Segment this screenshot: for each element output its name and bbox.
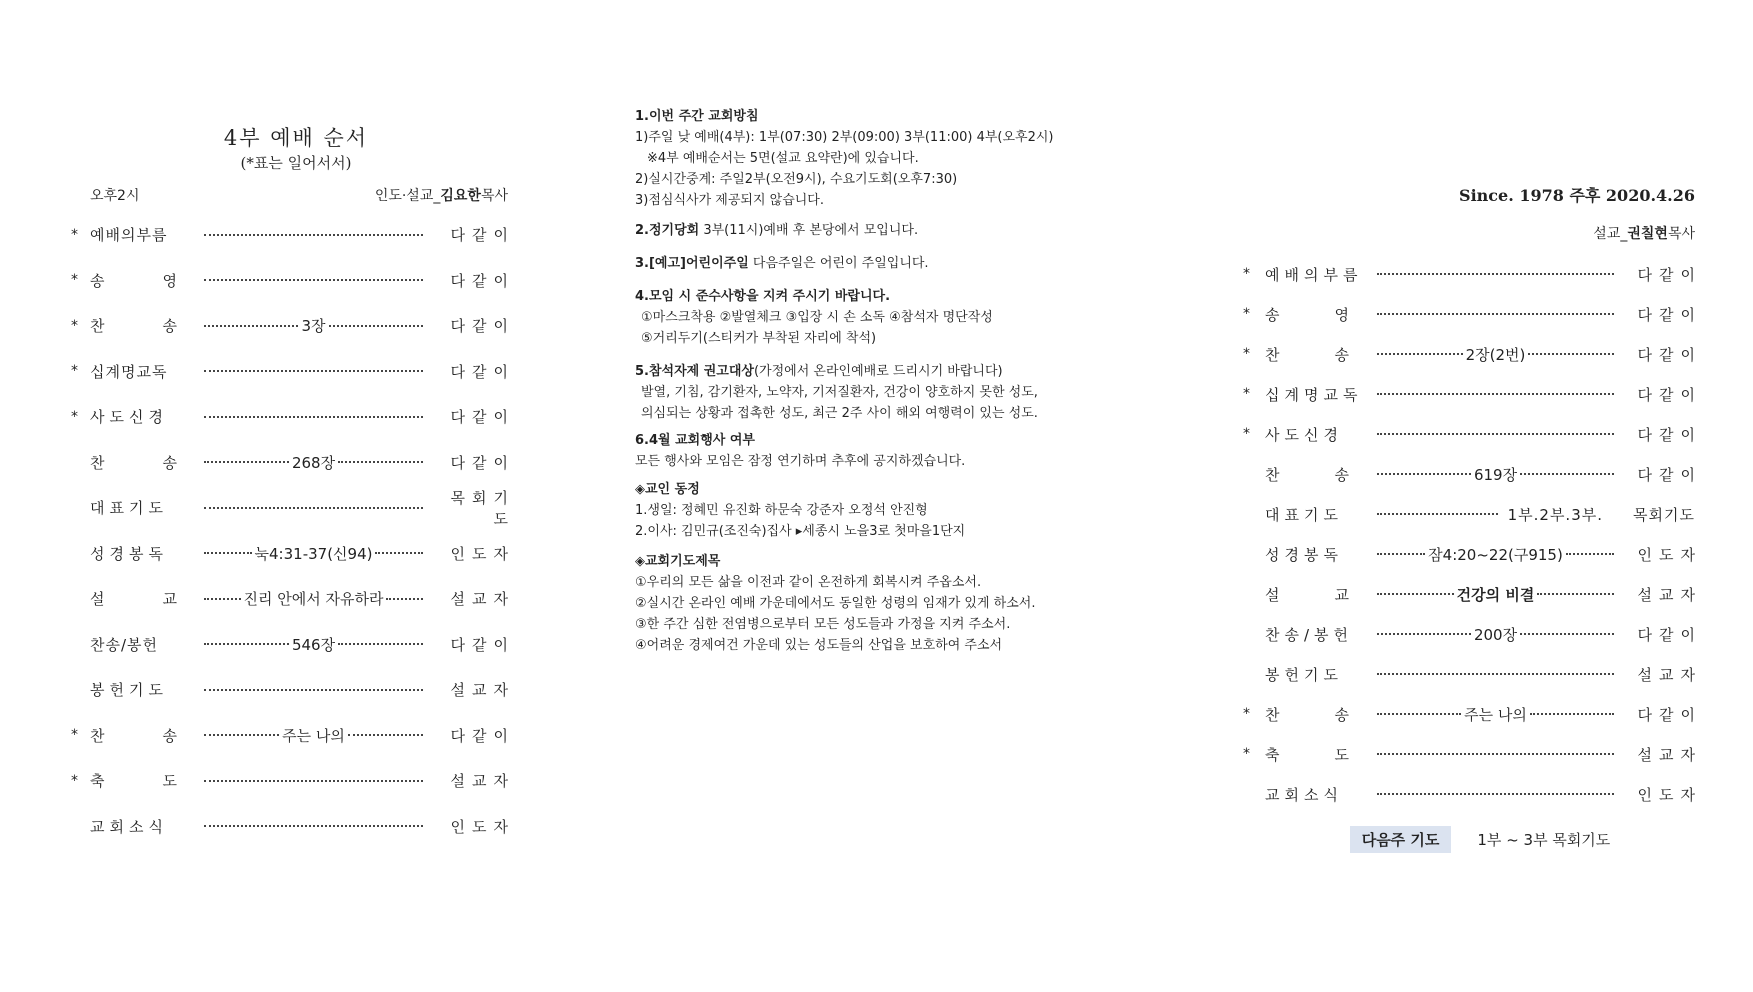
left-leader <box>375 185 508 205</box>
left-item-row <box>56 667 515 713</box>
item-responsible: 설교자 <box>1637 585 1702 604</box>
leader-dots <box>1377 584 1614 605</box>
leader-dots <box>1377 624 1614 645</box>
standing-marker: * <box>71 363 78 380</box>
item-responsible: 다같이 <box>1637 625 1702 644</box>
item-responsible: 다같이 <box>1637 345 1702 364</box>
news-section-rules <box>635 286 1135 349</box>
item-responsible: 다같이 <box>1637 425 1702 444</box>
standing-marker: * <box>71 727 78 744</box>
item-name: 설 교 <box>90 590 178 609</box>
next-week-label: 다음주 기도 <box>1350 826 1452 853</box>
item-name: 대표기도 <box>90 499 168 518</box>
left-item-row <box>56 349 515 395</box>
left-item-row <box>56 531 515 577</box>
news-policy-line: ※4부 예배순서는 5면(설교 요약란)에 있습니다. <box>647 151 919 166</box>
leader-dots <box>1377 673 1614 675</box>
leader-dots <box>204 315 423 336</box>
news-session-title: 2.정기당회 <box>635 223 700 238</box>
right-item-list <box>1235 254 1702 814</box>
item-detail: 주는 나의 <box>1464 705 1527 724</box>
item-responsible: 다같이 <box>450 726 515 745</box>
item-responsible: 다같이 <box>1637 385 1702 404</box>
left-leader-suffix: 목사 <box>480 188 508 204</box>
left-item-row <box>56 576 515 622</box>
item-name: 사도신경 <box>1265 425 1343 444</box>
item-name: 봉헌기도 <box>1265 665 1343 684</box>
news-section-children <box>635 253 1135 274</box>
item-detail: 진리 안에서 자유하라 <box>243 590 384 609</box>
leader-dots <box>1377 793 1614 795</box>
left-subtitle: (*표는 일어서서) <box>240 154 352 172</box>
item-responsible: 다같이 <box>1637 465 1702 484</box>
leader-dots <box>204 370 423 372</box>
item-detail: 546장 <box>291 635 336 654</box>
item-detail: 잠4:20~22(구915) <box>1428 545 1563 564</box>
item-detail: 268장 <box>291 453 336 472</box>
right-order-of-worship <box>1235 183 1702 853</box>
leader-dots <box>204 780 423 782</box>
right-preacher-name: 권칠현 <box>1627 226 1668 242</box>
right-preacher-suffix: 목사 <box>1667 226 1695 242</box>
leader-dots <box>1377 393 1614 395</box>
item-responsible: 인도자 <box>450 544 515 563</box>
item-name: 찬 송 <box>90 726 178 745</box>
news-restrict-text: (가정에서 온라인예배로 드리시기 바랍니다) <box>753 364 1003 379</box>
leader-dots <box>1377 313 1614 315</box>
item-name: 대표기도 <box>1265 505 1343 524</box>
leader-dots <box>204 634 423 655</box>
item-responsible: 인도자 <box>1637 545 1702 564</box>
leader-dots <box>1377 704 1614 725</box>
leader-dots <box>204 416 423 418</box>
news-section-policy <box>635 106 1135 211</box>
news-policy-line: 2)실시간중계: 주일2부(오전9시), 수요기도회(오후7:30) <box>635 172 958 187</box>
standing-marker: * <box>71 272 78 289</box>
leader-dots <box>1377 464 1614 485</box>
news-children-title: 3.[예고]어린이주일 <box>635 256 749 271</box>
news-section-prayer <box>635 551 1135 656</box>
item-name: 사도신경 <box>90 408 168 427</box>
item-responsible: 다같이 <box>450 408 515 427</box>
item-responsible: 인도자 <box>1637 785 1702 804</box>
leader-dots <box>204 452 423 473</box>
leader-dots <box>1377 344 1614 365</box>
left-order-of-worship <box>56 122 515 849</box>
item-detail: 건강의 비결 <box>1456 585 1535 604</box>
left-leader-name: 김요한 <box>440 188 481 204</box>
item-name: 찬 송 <box>90 453 178 472</box>
item-name: 축 도 <box>1265 745 1349 764</box>
right-item-row <box>1235 734 1702 774</box>
news-prayer-line: ③한 주간 심한 전염병으로부터 모든 성도들과 가정을 지켜 주소서. <box>635 617 1011 632</box>
left-item-row <box>56 303 515 349</box>
news-prayer-line: ④어려운 경제여건 가운데 있는 성도들의 산업을 보호하여 주소서 <box>635 638 1003 653</box>
left-item-row <box>56 485 515 531</box>
item-name: 교회소식 <box>90 817 168 836</box>
item-responsible: 다같이 <box>450 362 515 381</box>
item-responsible: 다같이 <box>1637 705 1702 724</box>
item-detail: 주는 나의 <box>282 726 345 745</box>
item-name: 찬송/봉헌 <box>1265 625 1354 644</box>
church-news <box>635 106 1135 668</box>
item-responsible: 목회기도 <box>1633 505 1695 524</box>
item-detail: 2장(2번) <box>1465 345 1526 364</box>
bulletin-date: Since. 1978 주후 2020.4.26 <box>1459 186 1695 205</box>
standing-marker: * <box>71 317 78 334</box>
standing-marker: * <box>71 772 78 789</box>
right-item-row <box>1235 414 1702 454</box>
left-item-row <box>56 258 515 304</box>
item-responsible: 다같이 <box>1637 305 1702 324</box>
leader-dots <box>204 543 423 564</box>
left-time: 오후2시 <box>90 188 140 204</box>
item-responsible: 설교자 <box>1637 745 1702 764</box>
right-item-row <box>1235 534 1702 574</box>
standing-marker: * <box>1243 706 1250 722</box>
news-rules-line: ⑤거리두기(스티커가 부착된 자리에 착석) <box>641 331 877 346</box>
left-leader-prefix: 인도·설교_ <box>374 188 441 204</box>
leader-dots <box>204 234 423 236</box>
right-item-row <box>1235 374 1702 414</box>
leader-dots <box>1377 544 1614 565</box>
item-responsible: 설교자 <box>450 590 515 609</box>
right-item-row <box>1235 774 1702 814</box>
news-session-text: 3부(11시)예배 후 본당에서 모입니다. <box>699 223 919 238</box>
item-responsible: 인도자 <box>450 817 515 836</box>
item-responsible: 다같이 <box>450 317 515 336</box>
left-title: 4부 예배 순서 <box>223 126 369 150</box>
item-name: 예배의부름 <box>1265 265 1363 284</box>
right-item-row <box>1235 334 1702 374</box>
item-name: 찬 송 <box>1265 705 1349 724</box>
news-section-members <box>635 479 1135 542</box>
item-detail: 619장 <box>1473 465 1518 484</box>
leader-dots <box>204 507 423 509</box>
standing-marker: * <box>1243 346 1250 362</box>
standing-marker: * <box>1243 306 1250 322</box>
item-detail: 200장 <box>1473 625 1518 644</box>
leader-dots <box>204 825 423 827</box>
item-responsible: 다같이 <box>450 635 515 654</box>
item-name: 축 도 <box>90 772 178 791</box>
leader-dots <box>1377 433 1614 435</box>
item-detail: 3장 <box>301 317 326 336</box>
item-responsible: 다같이 <box>450 271 515 290</box>
news-members-line: 1.생일: 정혜민 유진화 하문숙 강준자 오정석 안진형 <box>635 503 928 518</box>
item-name: 송 영 <box>1265 305 1349 324</box>
left-item-list <box>56 212 515 849</box>
standing-marker: * <box>1243 746 1250 762</box>
item-name: 교회소식 <box>1265 785 1343 804</box>
news-events-title: 6.4월 교회행사 여부 <box>635 433 755 448</box>
news-members-title: ◈교인 동정 <box>635 482 700 497</box>
standing-marker: * <box>1243 426 1250 442</box>
leader-dots <box>204 279 423 281</box>
news-section-session <box>635 220 1135 241</box>
standing-marker: * <box>1243 386 1250 402</box>
item-name: 십계명교독 <box>1265 385 1363 404</box>
leader-dots <box>204 588 423 609</box>
next-week-prayer <box>1235 826 1695 853</box>
right-item-row <box>1235 694 1702 734</box>
left-item-row <box>56 440 515 486</box>
leader-dots <box>1377 753 1614 755</box>
item-responsible: 설교자 <box>450 681 515 700</box>
news-restrict-title: 5.참석자제 권고대상 <box>635 364 754 379</box>
item-name: 송 영 <box>90 271 178 290</box>
right-preacher-prefix: 설교_ <box>1593 226 1628 242</box>
item-responsible: 다같이 <box>450 453 515 472</box>
right-item-row <box>1235 454 1702 494</box>
news-rules-title: 4.모임 시 준수사항을 지켜 주시기 바랍니다. <box>635 289 891 304</box>
item-responsible: 다같이 <box>1637 265 1702 284</box>
item-name: 찬 송 <box>90 317 178 336</box>
item-name: 찬 송 <box>1265 465 1349 484</box>
news-prayer-title: ◈교회기도제목 <box>635 554 721 569</box>
item-name: 십계명교독 <box>90 362 168 381</box>
right-item-row <box>1235 294 1702 334</box>
item-prefix: 1부.2부.3부. <box>1507 505 1603 524</box>
item-responsible: 목회기도 <box>450 488 515 528</box>
news-policy-line: 1)주일 낮 예배(4부): 1부(07:30) 2부(09:00) 3부(11:00) 4부(오후2시) <box>635 130 1054 145</box>
item-name: 성경봉독 <box>90 544 168 563</box>
news-policy-title: 1.이번 주간 교회방침 <box>635 109 759 124</box>
standing-marker: * <box>1243 266 1250 282</box>
news-section-restrict <box>635 361 1135 424</box>
left-item-row <box>56 394 515 440</box>
news-restrict-line: 의심되는 상황과 접촉한 성도, 최근 2주 사이 해외 여행력이 있는 성도. <box>641 406 1038 421</box>
right-item-row <box>1235 494 1695 534</box>
news-prayer-line: ①우리의 모든 삶을 이전과 같이 온전하게 회복시켜 주옵소서. <box>635 575 982 590</box>
right-item-row <box>1235 574 1702 614</box>
item-name: 봉헌기도 <box>90 681 168 700</box>
item-name: 찬 송 <box>1265 345 1349 364</box>
left-item-row <box>56 804 515 850</box>
item-responsible: 설교자 <box>1637 665 1702 684</box>
standing-marker: * <box>71 408 78 425</box>
item-responsible: 다같이 <box>450 226 515 245</box>
left-meta <box>56 185 508 205</box>
left-item-row <box>56 212 515 258</box>
news-section-events <box>635 430 1135 472</box>
left-item-row <box>56 622 515 668</box>
item-name: 설 교 <box>1265 585 1349 604</box>
right-item-row <box>1235 614 1702 654</box>
news-prayer-line: ②실시간 온라인 예배 가운데에서도 동일한 성령의 임재가 있게 하소서. <box>635 596 1036 611</box>
leader-dots <box>204 725 423 746</box>
standing-marker: * <box>71 226 78 243</box>
news-events-line: 모든 행사와 모임은 잠정 연기하며 추후에 공지하겠습니다. <box>635 454 966 469</box>
news-rules-line: ①마스크착용 ②발열체크 ③입장 시 손 소독 ④참석자 명단작성 <box>641 310 993 325</box>
item-detail: 눅4:31-37(신94) <box>254 544 373 563</box>
leader-dots <box>1377 513 1498 515</box>
item-name: 예배의부름 <box>90 226 168 245</box>
news-policy-line: 3)점심식사가 제공되지 않습니다. <box>635 193 824 208</box>
next-week-text: 1부 ~ 3부 목회기도 <box>1477 831 1611 849</box>
left-item-row <box>56 713 515 759</box>
item-responsible: 설교자 <box>450 772 515 791</box>
news-restrict-line: 발열, 기침, 감기환자, 노약자, 기저질환자, 건강이 양호하지 못한 성도, <box>641 385 1038 400</box>
news-members-line: 2.이사: 김민규(조진숙)집사 ▸세종시 노을3로 첫마을1단지 <box>635 524 966 539</box>
item-name: 찬송/봉헌 <box>90 635 159 654</box>
leader-dots <box>204 689 423 691</box>
right-item-row <box>1235 254 1702 294</box>
right-item-row <box>1235 654 1702 694</box>
item-name: 성경봉독 <box>1265 545 1343 564</box>
left-item-row <box>56 758 515 804</box>
leader-dots <box>1377 273 1614 275</box>
right-preacher <box>1235 223 1695 243</box>
news-children-text: 다음주일은 어린이 주일입니다. <box>748 256 929 271</box>
